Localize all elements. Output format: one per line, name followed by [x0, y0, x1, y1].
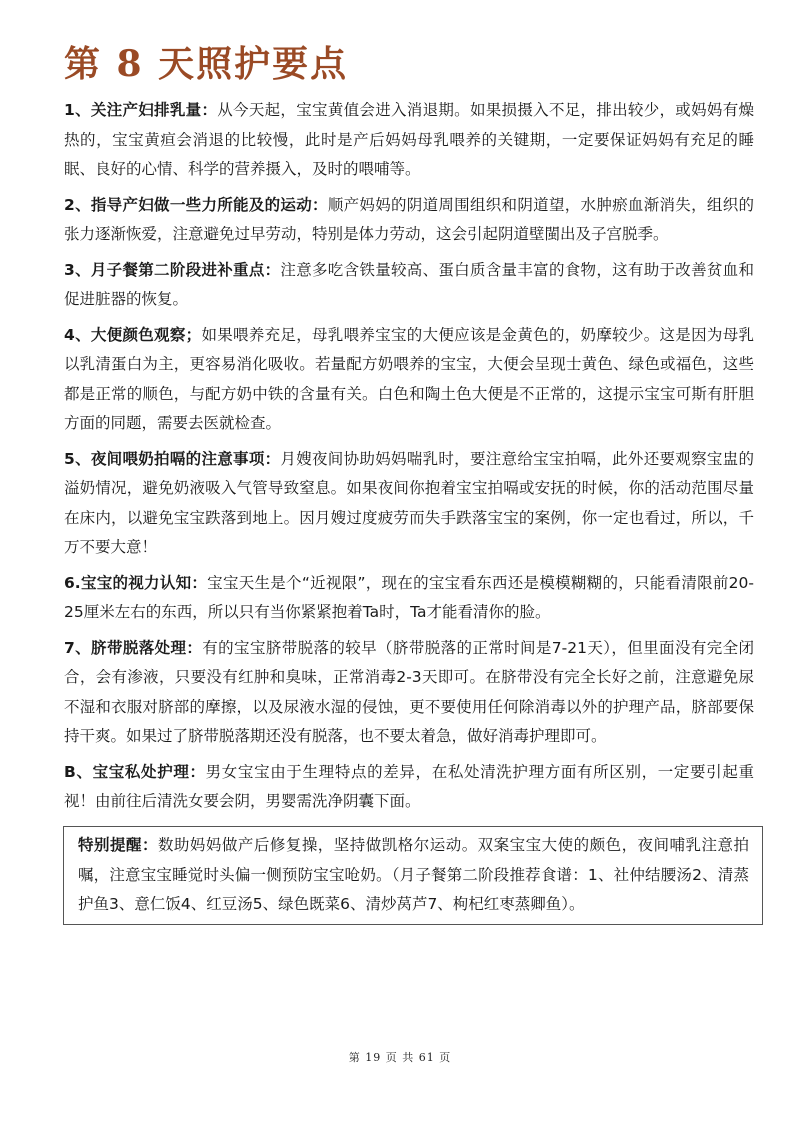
special-reminder-box [63, 826, 763, 925]
special-reminder [78, 831, 749, 920]
care-item-8 [64, 758, 754, 817]
care-item-heading: 2、指导产妇做一些力所能及的运动： [64, 195, 328, 214]
special-reminder-text: 数助妈妈做产后修复操，坚持做凯格尔运动。双案宝宝大使的颇色，夜间哺乳注意拍嘱，注意宝宝睡觉时头偏一侧预防宝宝呛奶。（月子餐第二阶段推荐食谱：1、社仲结腰汤2、清蒸护鱼3、意仁饭4、红豆汤5、绿色既菜6、清炒莴芦7、枸杞红枣蒸卿鱼）。 [78, 836, 749, 913]
care-item-heading: 4、大便颜色观察； [64, 325, 202, 344]
page-title: 第 8 天照护要点 [64, 43, 349, 85]
page-number-footer: 第 19 页 共 61 页 [348, 1051, 452, 1064]
care-points-list [64, 96, 754, 823]
care-item-2 [64, 191, 754, 250]
care-item-text: 月嫂夜间协助妈妈喘乳时，要注意给宝宝拍嗝，此外还要观察宝盅的溢奶情况，避免奶液吸入气管导致窒息。如果夜间你抱着宝宝拍嗝或安抚的时候，你的活动范围尽量在床内，以避免宝宝跌落到地上。因月嫂过度疲劳而失手跌落宝宝的案例，你一定也看过，所以，千万不要大意！ [64, 449, 754, 556]
care-item-text: 宝宝天生是个“近视限”，现在的宝宝看东西还是模模糊糊的，只能看清限前20-25厘米左右的东西，所以只有当你紧紧抱着Ta时，Ta才能看清你的脸。 [64, 573, 754, 621]
care-item-text: 注意多吃含铁量较高、蛋白质含量丰富的食物，这有助于改善贫血和促进脏器的恢复。 [64, 260, 754, 308]
care-item-text: 从今天起，宝宝黄值会进入消退期。如果损摄入不足，排出较少，或妈妈有燥热的，宝宝黄疸会消退的比较慢，此时是产后妈妈母乳喂养的关键期，一定要保证妈妈有充足的睡眠、良好的心情、科学的营养摄入，及时的喂哺等。 [64, 101, 754, 178]
care-item-text: 顺产妈妈的阴道周围组织和阴道望，水肿瘀血渐消失，组织的张力逐渐恢爱，注意避免过早劳动，特别是体力劳动，这会引起阴道壁閩出及子宫脱季。 [64, 195, 754, 243]
care-item-text: 如果喂养充足，母乳喂养宝宝的大便应该是金黄色的，奶摩较少。这是因为母乳以乳清蛋白为主，更容易消化吸收。若量配方奶喂养的宝宝，大便会呈现士黄色、绿色或福色，这些都是正常的顺色，与配方奶中铁的含量有关。白色和陶土色大便是不正常的，这提示宝宝可斯有肝胆方面的同题，需要去医就检查。 [64, 325, 754, 432]
care-item-1 [64, 96, 754, 185]
care-item-4 [64, 321, 754, 439]
care-item-heading: 7、脐带脱落处理： [64, 638, 203, 657]
care-item-heading: 1、关注产妇排乳量： [64, 101, 218, 119]
care-item-5 [64, 445, 754, 563]
care-item-heading: 5、夜间喂奶拍嗝的注意事项： [64, 449, 281, 468]
care-item-6 [64, 569, 754, 628]
care-item-heading: 3、月子餐第二阶段进补重点： [64, 260, 281, 279]
care-item-text: 有的宝宝脐带脱落的较早（脐带脱落的正常时间是7-21天），但里面没有完全闭合，会有渗液，只要没有红肿和臭味，正常消毒2-3天即可。在脐带没有完全长好之前，注意避免尿不湿和衣服对脐部的摩擦，以及尿液水湿的侵蚀，更不要使用任何除消毒以外的护理产品，脐部要保持干爽。如果过了脐带脱落期还没有脱落，也不要太着急，做好消毒护理即可。 [64, 638, 754, 745]
care-item-3 [64, 256, 754, 315]
care-item-heading: B、宝宝私处护理： [64, 762, 206, 781]
special-reminder-heading: 特别提醒： [78, 836, 158, 854]
care-item-heading: 6.宝宝的视力认知： [64, 573, 208, 592]
care-item-7 [64, 634, 754, 752]
care-item-text: 男女宝宝由于生理特点的差异，在私处清洗护理方面有所区别，一定要引起重视！由前往后清洗女要会阴，男婴需洗净阴囊下面。 [64, 762, 754, 810]
